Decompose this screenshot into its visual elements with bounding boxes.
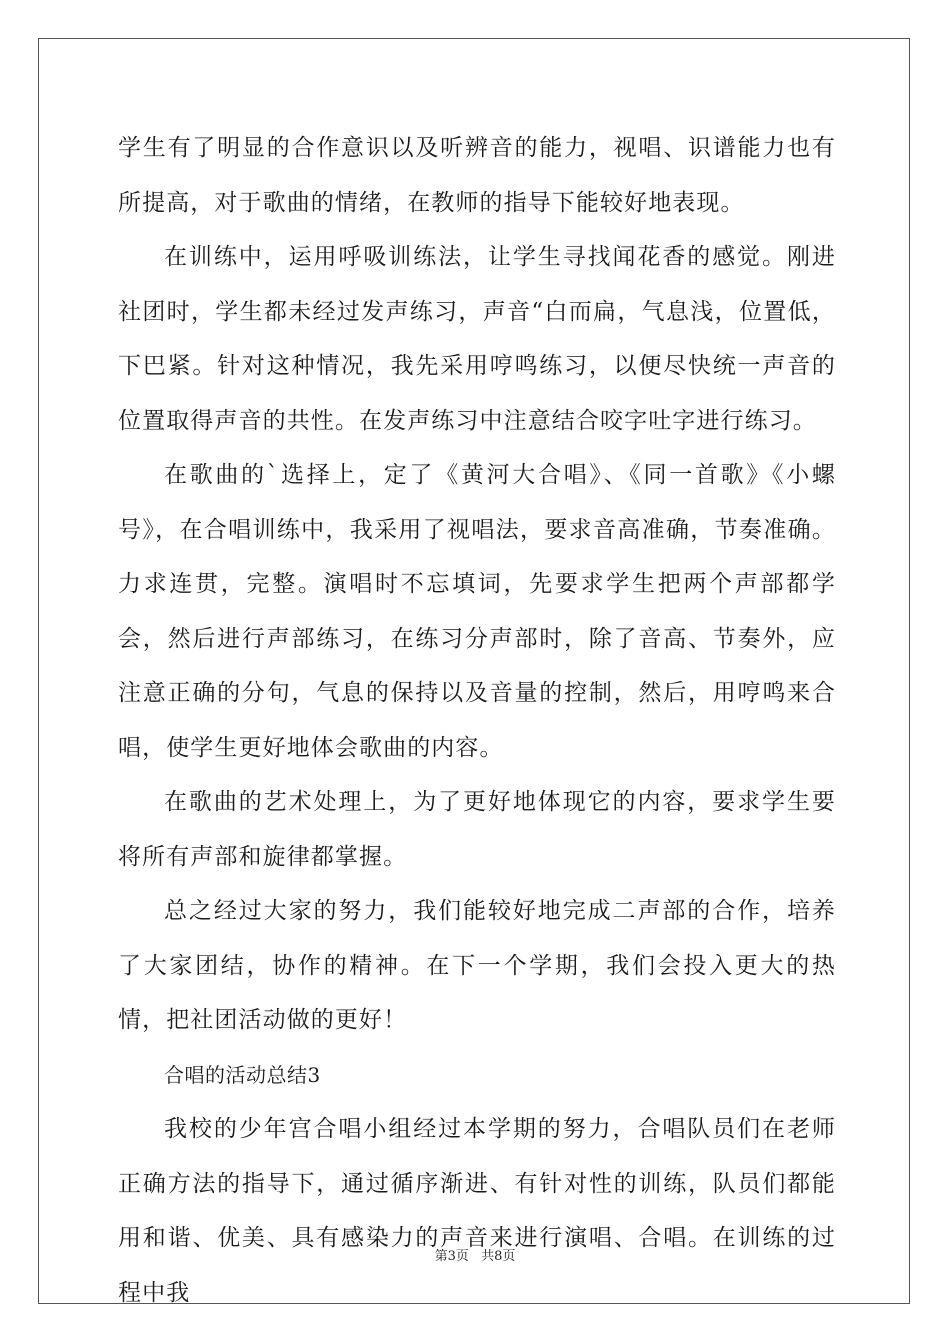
section-heading: 合唱的活动总结3 — [164, 1062, 321, 1087]
paragraph-artistic-treatment: 在歌曲的艺术处理上，为了更好地体现它的内容，要求学生要将所有声部和旋律都掌握。 — [118, 789, 836, 870]
paragraph-section3-intro: 我校的少年宫合唱小组经过本学期的努力，合唱队员们在老师正确方法的指导下，通过循序渐进、有针对性的训练，队员们都能用和谐、优美、具有感染力的声音来进行演唱、合唱。在训练的过程中我 — [118, 1116, 836, 1306]
page-total: 共8页 — [481, 1249, 516, 1264]
page-footer — [0, 1245, 950, 1264]
paragraph-continuation: 学生有了明显的合作意识以及听辨音的能力，视唱、识谱能力也有所提高，对于歌曲的情绪，在教师的指导下能较好地表现。 — [118, 135, 836, 216]
paragraph-conclusion: 总之经过大家的努力，我们能较好地完成二声部的合作，培养了大家团结，协作的精神。在下一个学期，我们会投入更大的热情，把社团活动做的更好！ — [118, 898, 836, 1033]
paragraph-song-selection: 在歌曲的`选择上，定了《黄河大合唱》、《同一首歌》《小螺号》，在合唱训练中，我采用了视唱法，要求音高准确，节奏准确。力求连贯，完整。演唱时不忘填词，先要求学生把两个声部都学会，然后进行声部练习，在练习分声部时，除了音高、节奏外，应注意正确的分句，气息的保持以及音量的控制，然后，用哼鸣来合唱，使学生更好地体会歌曲的内容。 — [118, 462, 836, 761]
page-number: 第3页 — [434, 1249, 469, 1264]
document-body — [118, 121, 836, 1320]
paragraph-breathing-training: 在训练中，运用呼吸训练法，让学生寻找闻花香的感觉。刚进社团时，学生都未经过发声练习，声音“白而扁，气息浅，位置低，下巴紧。针对这种情况，我先采用哼鸣练习，以便尽快统一声音的位置取得声音的共性。在发声练习中注意结合咬字吐字进行练习。 — [118, 244, 836, 434]
